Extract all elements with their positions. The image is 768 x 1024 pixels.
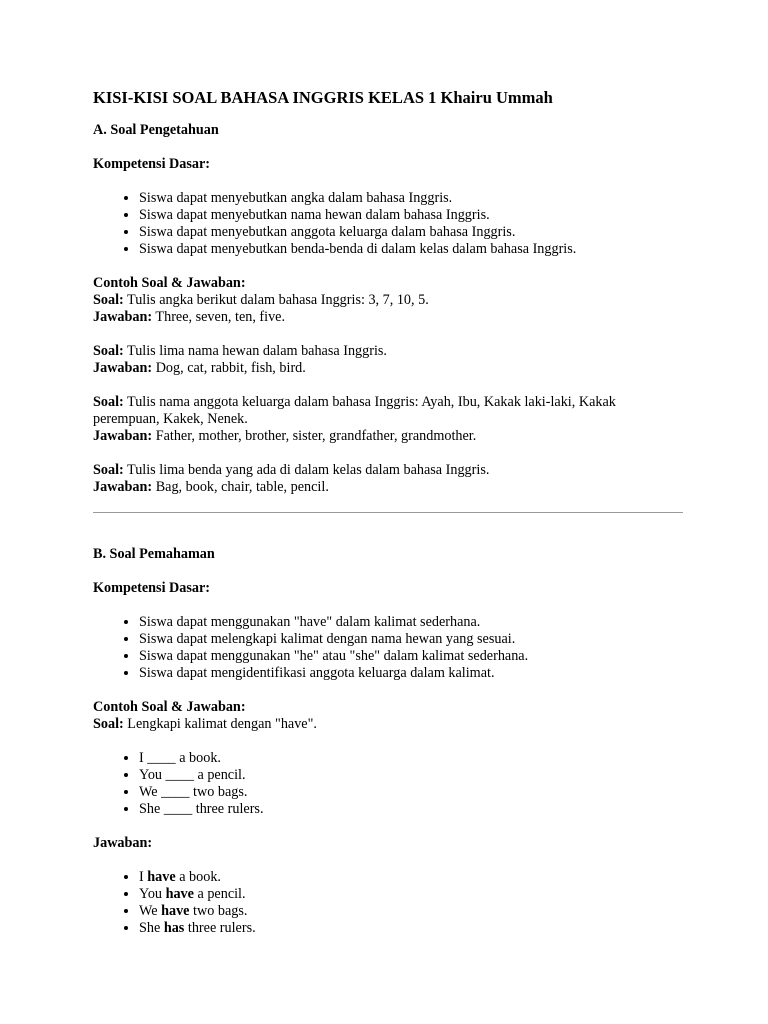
qa-block	[93, 292, 683, 326]
list-item: • Siswa dapat menyebutkan anggota keluarga dalam bahasa Inggris.	[139, 224, 683, 241]
jawaban-text: Dog, cat, rabbit, fish, bird.	[152, 360, 306, 376]
jawaban-text: Father, mother, brother, sister, grandfather, grandmother.	[152, 428, 477, 444]
jawaban-text: Bag, book, chair, table, pencil.	[152, 479, 329, 495]
list-item: • We have two bags.	[139, 903, 683, 920]
blank-sentence-list	[93, 750, 683, 818]
qa-block	[93, 462, 683, 496]
list-item: • She ____ three rulers.	[139, 801, 683, 818]
answer-list	[93, 869, 683, 937]
soal-text: Tulis lima nama hewan dalam bahasa Inggris.	[123, 343, 387, 359]
list-item: • Siswa dapat menyebutkan benda-benda di dalam kelas dalam bahasa Inggris.	[139, 241, 683, 258]
list-item: • You ____ a pencil.	[139, 767, 683, 784]
section-a-example-heading: Contoh Soal & Jawaban:	[93, 275, 246, 291]
list-item: • Siswa dapat menggunakan "have" dalam kalimat sederhana.	[139, 614, 683, 631]
soal-label: Soal:	[93, 394, 124, 410]
section-b-kd-heading: Kompetensi Dasar:	[93, 580, 211, 596]
section-a-heading: A. Soal Pengetahuan	[93, 122, 219, 138]
qa-block	[93, 343, 683, 377]
list-item: • You have a pencil.	[139, 886, 683, 903]
jawaban-heading: Jawaban:	[93, 835, 153, 851]
answer-word: has	[163, 920, 185, 936]
list-item: • She has three rulers.	[139, 920, 683, 937]
qa-block	[93, 394, 683, 445]
answer-word: have	[161, 903, 190, 919]
jawaban-label: Jawaban:	[93, 360, 153, 376]
jawaban-label: Jawaban:	[93, 309, 153, 325]
list-item: • We ____ two bags.	[139, 784, 683, 801]
soal-label: Soal:	[93, 716, 124, 732]
list-item: • Siswa dapat melengkapi kalimat dengan nama hewan yang sesuai.	[139, 631, 683, 648]
document-title: KISI-KISI SOAL BAHASA INGGRIS KELAS 1 Khairu Ummah	[93, 88, 553, 107]
soal-label: Soal:	[93, 462, 124, 478]
section-a-kd-list	[93, 190, 683, 258]
soal-label: Soal:	[93, 292, 124, 308]
section-b-example-heading: Contoh Soal & Jawaban:	[93, 699, 246, 715]
answer-word: have	[147, 869, 176, 885]
list-item: • Siswa dapat mengidentifikasi anggota keluarga dalam kalimat.	[139, 665, 683, 682]
soal-label: Soal:	[93, 343, 124, 359]
section-b-kd-list	[93, 614, 683, 682]
list-item: • Siswa dapat menyebutkan angka dalam bahasa Inggris.	[139, 190, 683, 207]
document-content	[93, 88, 683, 937]
section-a-kd-heading: Kompetensi Dasar:	[93, 156, 211, 172]
list-item: • Siswa dapat menyebutkan nama hewan dalam bahasa Inggris.	[139, 207, 683, 224]
list-item: • Siswa dapat menggunakan "he" atau "she" dalam kalimat sederhana.	[139, 648, 683, 665]
section-b-heading: B. Soal Pemahaman	[93, 546, 215, 562]
list-item: • I ____ a book.	[139, 750, 683, 767]
jawaban-label: Jawaban:	[93, 428, 153, 444]
jawaban-text: Three, seven, ten, five.	[152, 309, 286, 325]
jawaban-label: Jawaban:	[93, 479, 153, 495]
soal-text: Tulis nama anggota keluarga dalam bahasa Inggris: Ayah, Ibu, Kakak laki-laki, Kakak perempuan, Kakek, Nenek.	[93, 394, 616, 427]
soal-text: Tulis lima benda yang ada di dalam kelas dalam bahasa Inggris.	[123, 462, 490, 478]
soal-text: Tulis angka berikut dalam bahasa Inggris: 3, 7, 10, 5.	[123, 292, 429, 308]
list-item: • I have a book.	[139, 869, 683, 886]
answer-word: have	[165, 886, 194, 902]
soal-text: Lengkapi kalimat dengan "have".	[123, 716, 317, 732]
